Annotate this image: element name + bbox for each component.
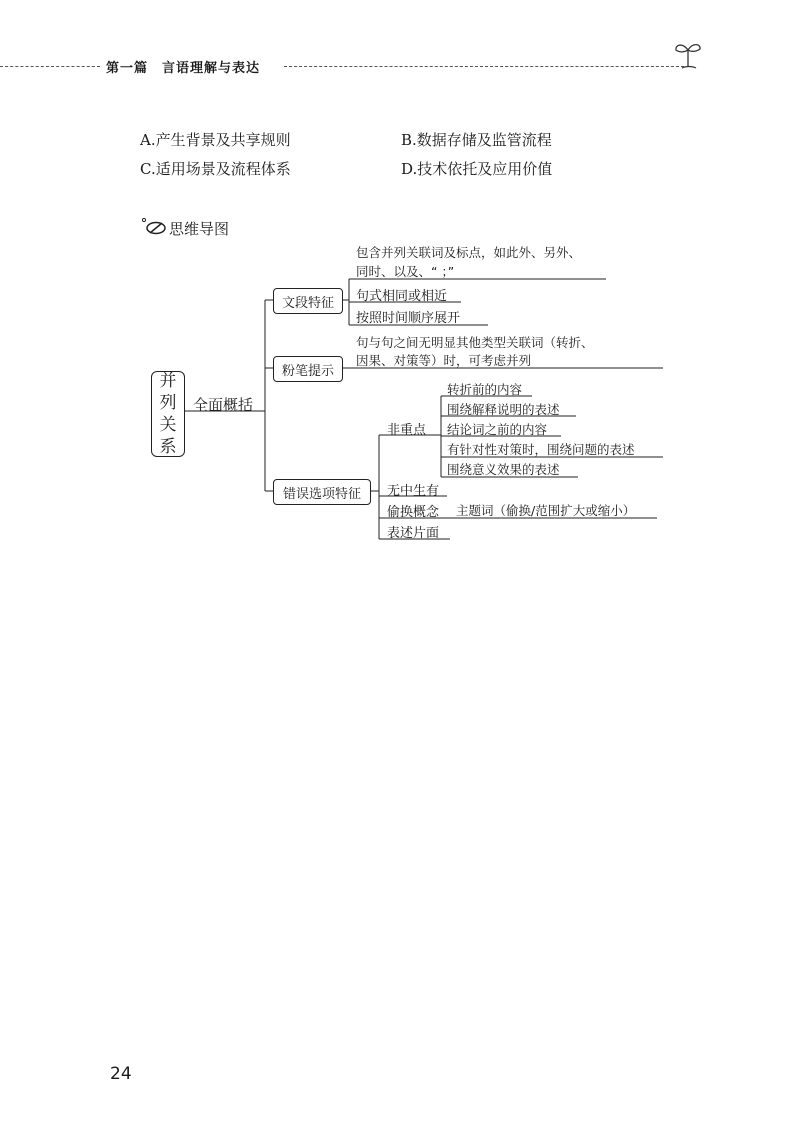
option-a: A.产生背景及共享规则 [140, 131, 291, 149]
wrong-item: 无中生有 [387, 484, 440, 499]
non-key-label: 非重点 [387, 423, 427, 438]
root-char: 并 [159, 371, 177, 391]
non-key-item: 围绕意义效果的表述 [447, 462, 560, 477]
branch1-leaf2: 句式相同或相近 [356, 289, 448, 304]
root-char: 列 [159, 393, 177, 413]
branch2-leaf-line1: 句与句之间无明显其他类型关联词（转折、 [356, 335, 594, 350]
root-node-box [151, 371, 185, 457]
branch1-leaf1-line1: 包含并列关联词及标点，如此外、另外、 [356, 245, 582, 260]
main-label: 全面概括 [193, 396, 254, 414]
root-char: 系 [159, 437, 177, 457]
non-key-item: 转折前的内容 [447, 382, 523, 397]
section-title: 第一篇 言语理解与表达 [106, 61, 261, 76]
branch2-leaf-line2: 因果、对策等）时，可考虑并列 [356, 353, 532, 368]
branch1-leaf3: 按照时间顺序展开 [356, 311, 461, 326]
branch-text-features: 文段特征 [273, 288, 343, 314]
page-number: 24 [110, 1064, 132, 1084]
wrong-item: 表述片面 [387, 526, 440, 541]
non-key-item: 结论词之前的内容 [447, 422, 548, 437]
concept-note: 主题词（偷换/范围扩大或缩小） [456, 503, 636, 518]
option-c: C.适用场景及流程体系 [140, 160, 291, 178]
wrong-item: 偷换概念 [387, 505, 440, 520]
non-key-item: 有针对性对策时，围绕问题的表述 [447, 442, 635, 457]
option-d: D.技术依托及应用价值 [401, 160, 553, 178]
mindmap-heading: 思维导图 [169, 220, 230, 238]
branch-tips: 粉笔提示 [273, 356, 343, 382]
non-key-item: 围绕解释说明的表述 [447, 402, 560, 417]
branch1-leaf1-line2: 同时、以及、“ ；” [356, 264, 455, 279]
option-b: B.数据存储及监管流程 [401, 131, 552, 149]
root-char: 关 [159, 415, 177, 435]
branch-wrong-options: 错误选项特征 [273, 479, 371, 505]
